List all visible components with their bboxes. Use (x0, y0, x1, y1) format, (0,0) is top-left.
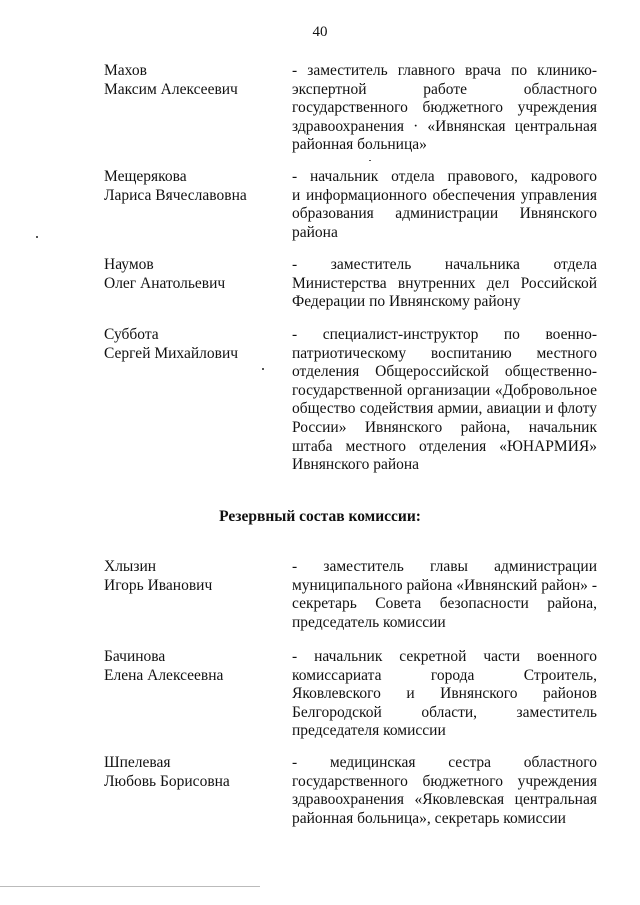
member-given-name: Лариса Вячеславовна (104, 186, 247, 204)
member-name (104, 558, 284, 595)
role-line: государственного бюджетного учреждения (292, 772, 597, 790)
role-line: Белгородской области, заместитель (292, 703, 597, 721)
member-role (292, 62, 597, 155)
role-line: муниципального района «Ивнянский район» - (292, 576, 597, 594)
role-line: Министерства внутренних дел Российской (292, 274, 597, 292)
role-line: экспертной работе областного (292, 80, 597, 98)
member-name (104, 62, 284, 99)
member-role (292, 558, 597, 632)
member-role (292, 256, 597, 312)
member-role (292, 754, 597, 828)
member-surname: Мещерякова (104, 168, 187, 185)
member-given-name: Олег Анатольевич (104, 274, 226, 292)
role-line: районная больница», секретарь комиссии (292, 809, 566, 827)
role-line: - начальник секретной части военного (292, 648, 597, 665)
role-line: председателя комиссии (292, 722, 446, 740)
member-surname: Наумов (104, 256, 154, 273)
member-given-name: Елена Алексеевна (104, 666, 224, 684)
role-line: председатель комиссии (292, 613, 446, 631)
role-line: района (292, 223, 338, 241)
role-line: - заместитель начальника отдела (292, 256, 597, 273)
member-role (292, 168, 597, 242)
role-line: образования администрации Ивнянского (292, 205, 597, 223)
role-line: секретарь Совета безопасности района, (292, 595, 597, 613)
role-line: - специалист-инструктор по военно- (292, 326, 597, 343)
member-given-name: Максим Алексеевич (104, 80, 238, 98)
role-line: комиссариата города Строитель, (292, 666, 597, 684)
member-surname: Махов (104, 62, 147, 79)
role-line: здравоохранения «Яковлевская центральная (292, 791, 597, 809)
role-line: - заместитель главного врача по клинико- (292, 62, 597, 79)
role-line: здравоохранения · «Ивнянская центральная (292, 117, 597, 135)
member-name (104, 754, 284, 791)
role-line: государственной организации «Добровольное (292, 381, 597, 399)
member-given-name: Любовь Борисовна (104, 772, 230, 790)
member-given-name: Сергей Михайлович (104, 344, 239, 362)
page-number: 40 (312, 24, 328, 40)
reserve-heading: Резервный состав комиссии: (219, 508, 421, 525)
role-line: Ивнянского района (292, 456, 420, 474)
member-given-name: Игорь Иванович (104, 576, 213, 594)
role-line: Яковлевского и Ивнянского районов (292, 685, 597, 703)
role-line: штаба местного отделения «ЮНАРМИЯ» (292, 437, 597, 455)
role-line: районная больница» (292, 136, 427, 154)
role-line: - начальник отдела правового, кадрового (292, 168, 597, 185)
role-line: отделения Общероссийской общественно- (292, 363, 597, 381)
member-surname: Суббота (104, 326, 159, 343)
role-line: - заместитель главы администрации (292, 558, 597, 575)
scan-speck (369, 160, 371, 161)
role-line: государственного бюджетного учреждения (292, 99, 597, 117)
role-line: Федерации по Ивнянскому району (292, 293, 521, 311)
role-line: - медицинская сестра областного (292, 754, 597, 771)
member-surname: Шпелевая (104, 754, 171, 771)
role-line: общество содействия армии, авиации и флоту (292, 400, 597, 418)
member-surname: Бачинова (104, 648, 166, 665)
scan-edge-line (0, 886, 260, 887)
member-name (104, 648, 284, 685)
member-name (104, 168, 284, 205)
member-role (292, 648, 597, 741)
role-line: России» Ивнянского района, начальник (292, 418, 597, 436)
member-name (104, 256, 284, 293)
scan-speck (262, 368, 264, 370)
member-name (104, 326, 284, 363)
member-surname: Хлызин (104, 558, 157, 575)
role-line: и информационного обеспечения управления (292, 186, 597, 204)
member-role (292, 326, 597, 475)
scan-speck (36, 236, 38, 238)
role-line: патриотическому воспитанию местного (292, 344, 597, 362)
